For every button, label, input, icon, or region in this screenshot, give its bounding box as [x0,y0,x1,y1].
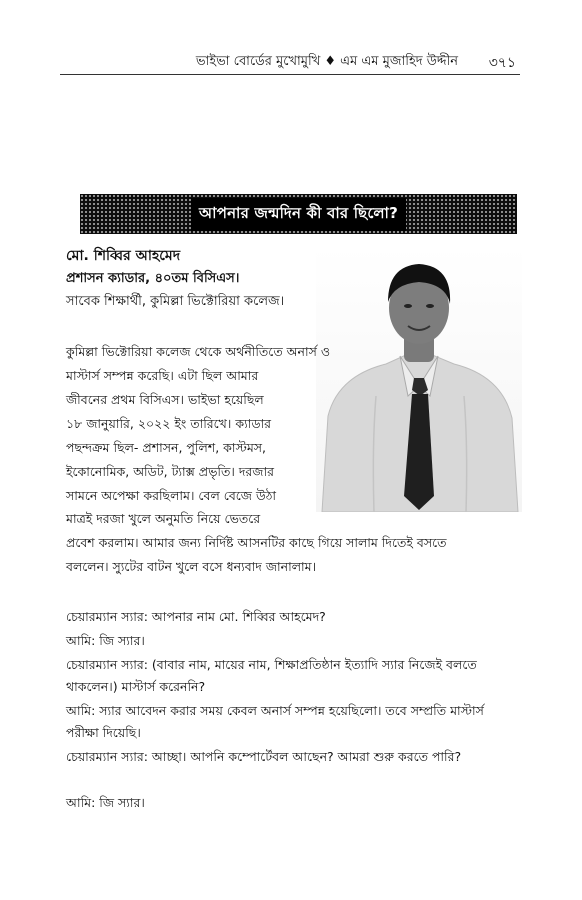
dialogue-line: আমি: জি স্যার। [66,795,145,810]
intro-line: ইকোনোমিক, অডিট, ট্যাক্স প্রভৃতি। দরজার [66,464,274,479]
intro-line: পছন্দক্রম ছিল- প্রশাসন, পুলিশ, কাস্টমস, [66,440,267,455]
page-number: ৩৭১ [488,55,516,71]
section-banner [80,194,517,234]
intro-line: জীবনের প্রথম বিসিএস। ভাইভা হয়েছিল [66,392,264,407]
running-header [60,48,520,75]
candidate-former-institution: সাবেক শিক্ষার্থী, কুমিল্লা ভিক্টোরিয়া কলেজ। [66,294,285,309]
intro-line: মাত্রই দরজা খুলে অনুমতি নিয়ে ভেতরে [66,511,261,526]
dialogue-line: আমি: জি স্যার। [66,633,145,648]
candidate-name: মো. শিব্বির আহমেদ [66,248,181,264]
dialogue-line: চেয়ারম্যান স্যার: আপনার নাম মো. শিব্বির আহমেদ? [66,609,326,624]
section-title: আপনার জন্মদিন কী বার ছিলো? [191,198,406,231]
intro-line: সামনে অপেক্ষা করছিলাম। বেল বেজে উঠা [66,488,277,503]
intro-line: কুমিল্লা ভিক্টোরিয়া কলেজ থেকে অর্থনীতিতে অনার্স ও [66,344,331,359]
dialogue-line: চেয়ারম্যান স্যার: (বাবার নাম, মায়ের নাম, শিক্ষাপ্রতিষ্ঠান ইত্যাদি স্যার নিজেই বলতে থাকলেন।) মাস্টার্স করেননি? [66,657,477,694]
candidate-cadre: প্রশাসন ক্যাডার, ৪০তম বিসিএস। [66,271,240,286]
intro-line: মাস্টার্স সম্পন্ন করেছি। এটা ছিল আমার [66,368,259,383]
candidate-photo [316,246,522,512]
dialogue-line: চেয়ারম্যান স্যার: আচ্ছা। আপনি কম্পোর্টেবল আছেন? আমরা শুরু করতে পারি? [66,749,462,764]
intro-line: প্রবেশ করলাম। আমার জন্য নির্দিষ্ট আসনটির কাছে গিয়ে সালাম দিতেই বসতে [66,535,447,550]
running-title: ভাইভা বোর্ডের মুখোমুখি ♦ এম এম মুজাহিদ উদ্দীন [195,54,458,69]
intro-line: বললেন। স্যুটের বাটন খুলে বসে ধন্যবাদ জানালাম। [66,559,317,574]
dialogue-line: আমি: স্যার আবেদন করার সময় কেবল অনার্স সম্পন্ন হয়েছিলো। তবে সম্প্রতি মাস্টার্স পরীক্ষা দিয়েছি। [66,703,484,740]
portrait-illustration [316,246,522,512]
intro-line: ১৮ জানুয়ারি, ২০২২ ইং তারিখে। ক্যাডার [66,416,272,431]
